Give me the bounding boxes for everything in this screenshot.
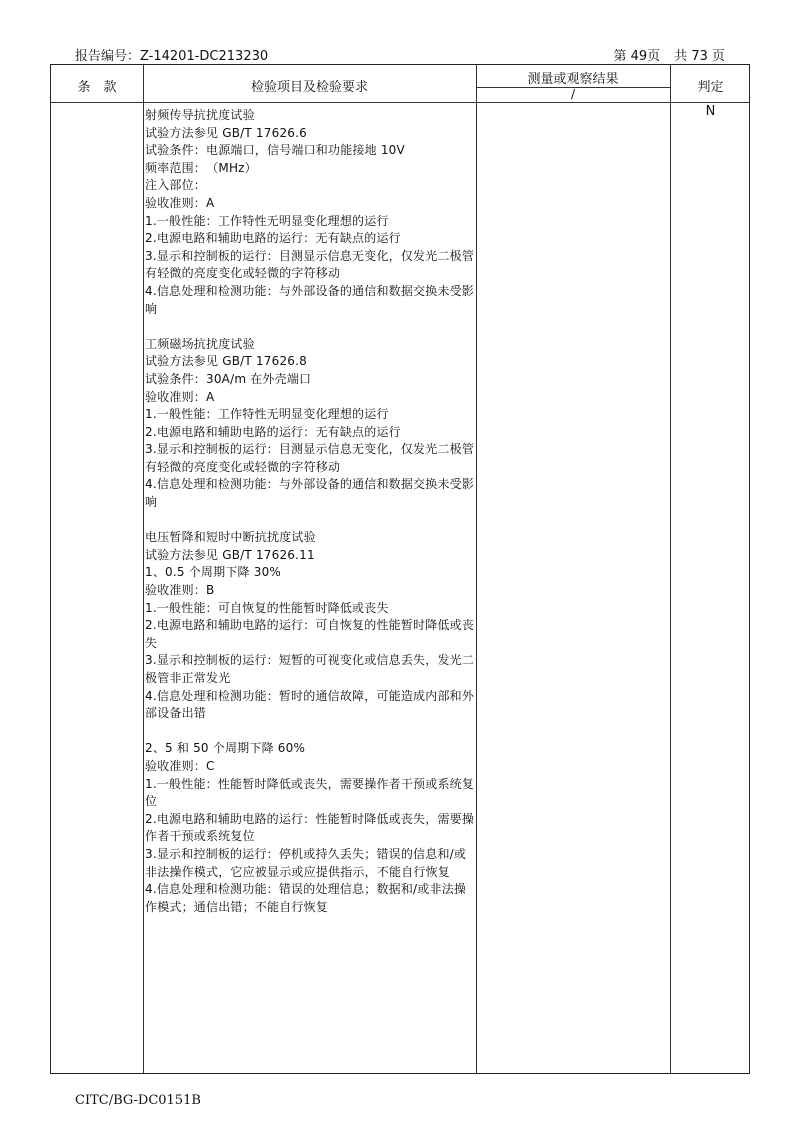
col-divider-2: [476, 65, 477, 1073]
result-subheader: /: [570, 87, 576, 101]
inspection-table: [50, 64, 750, 1074]
page-number: 第 49页: [613, 49, 661, 64]
result-header: 测量或观察结果: [527, 72, 619, 87]
clause-header: 条 款: [77, 80, 117, 95]
items-header: 检验项目及检验要求: [250, 80, 368, 95]
page-total: 共 73 页: [674, 49, 725, 64]
report-number: 报告编号：Z-14201-DC213230: [75, 49, 269, 64]
test-requirements-text: 射频传导抗扰度试验 试验方法参见 GB/T 17626.6 试验条件：电源端口，信号端口和功能接地 10V 频率范围： （MHz） 注入部位： 验收准则：A 1.一般性能：工作特性无明显变化理想的运行 2.电源电路和辅助电路的运行：无有缺点的运行 3.显示和控制板的运行：目测显示信息无变化，仅发光二极管有轻微的亮度变化或轻微的字符移动 4.信息处理和检测功能：与外部设备的通信和数据交换未受影响 工频磁场抗扰度试验 试验方法参见 GB/T 17626.8 试验条件：30A/m 在外壳端口 验收准则：A 1.一般性能：工作特性无明显变化理想的运行 2.电源电路和辅助电路的运行：无有缺点的运行 3.显示和控制板的运行：目测显示信息无变化，仅发光二极管有轻微的亮度变化或轻微的字符移动 4.信息处理和检测功能：与外部设备的通信和数据交换未受影响 电压暂降和短时中断抗扰度试验 试验方法参见 GB/T 17626.11 1、0.5 个周期下降 30% 验收准则：B 1.一般性能：可自恢复的性能暂时降低或丧失 2.电源电路和辅助电路的运行：可自恢复的性能暂时降低或丧失 3.显示和控制板的运行：短暂的可视变化或信息丢失，发光二极管非正常发光 4.信息处理和检测功能：暂时的通信故障，可能造成内部和外部设备出错 2、5 和 50 个周期下降 60% 验收准则：C 1.一般性能：性能暂时降低或丧失，需要操作者干预或系统复位 2.电源电路和辅助电路的运行：性能暂时降低或丧失，需要操作者干预或系统复位 3.显示和控制板的运行：停机或持久丢失；错误的信息和/或非法操作模式，它应被显示或应提供指示，不能自行恢复 4.信息处理和检测功能：错误的处理信息；数据和/或非法操作模式；通信出错；不能自行恢复: [145, 108, 475, 914]
verdict-header: 判定: [697, 80, 724, 95]
page-info: [614, 45, 726, 64]
verdict-value: N: [705, 104, 716, 119]
col-divider-3: [670, 65, 671, 1073]
header-rule: [51, 102, 749, 103]
footer-code: CITC/BG-DC0151B: [75, 1093, 201, 1108]
col-divider-1: [143, 65, 144, 1073]
